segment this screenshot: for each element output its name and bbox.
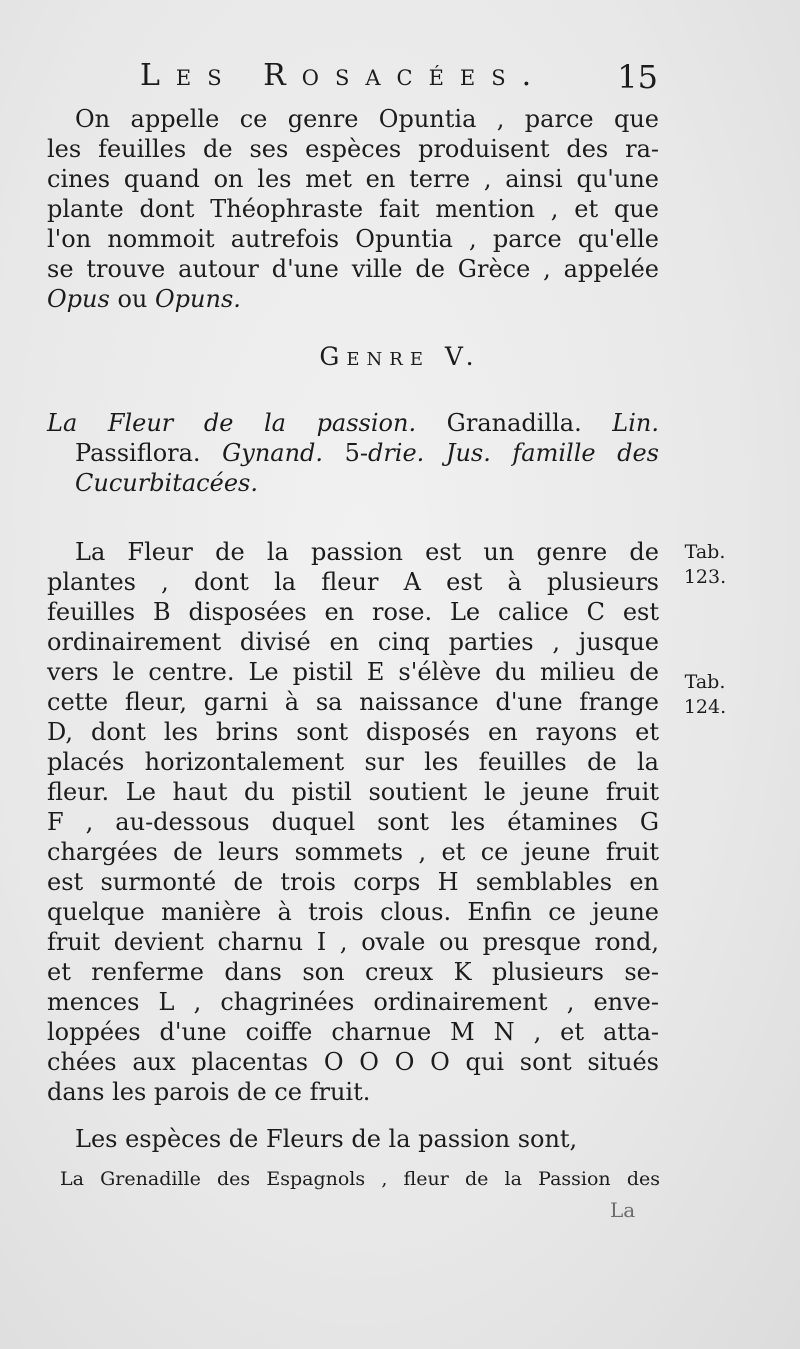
text-line: placés horizontalement sur les feuilles de la bbox=[47, 748, 659, 776]
species-entry-line: La Grenadille des Espagnols , fleur de la Passion des bbox=[60, 1168, 660, 1190]
text-line bbox=[47, 284, 659, 314]
text-line: se trouve autour d'une ville de Grèce , appelée bbox=[47, 255, 659, 283]
italic-text: Cucurbitacées. bbox=[75, 469, 258, 497]
roman-text: Granadilla. bbox=[416, 409, 613, 437]
text-line: cette fleur, garni à sa naissance d'une frange bbox=[47, 688, 659, 716]
text-line: vers le centre. Le pistil E s'élève du milieu de bbox=[47, 658, 659, 686]
text-line: dans les parois de ce fruit. bbox=[47, 1078, 371, 1106]
margin-note-tab-123 bbox=[672, 540, 738, 590]
text-line: les feuilles de ses espèces produisent des ra- bbox=[47, 135, 659, 163]
roman-text: Passiflora. bbox=[75, 439, 223, 467]
text-line: chées aux placentas O O O O qui sont situés bbox=[47, 1048, 659, 1076]
roman-text: 5- bbox=[323, 439, 368, 467]
genre-heading: Genre V. bbox=[319, 342, 481, 371]
italic-text: La Fleur de la passion. bbox=[47, 409, 417, 437]
text-line: l'on nommoit autrefois Opuntia , parce qu'elle bbox=[47, 225, 659, 253]
text-line: On appelle ce genre Opuntia , parce que bbox=[75, 105, 659, 133]
synonymy-line bbox=[47, 438, 659, 468]
margin-note-label: Tab. bbox=[684, 541, 726, 563]
page-header bbox=[130, 58, 670, 98]
text-line: ordinairement divisé en cinq parties , jusque bbox=[47, 628, 659, 656]
text-line: quelque manière à trois clous. Enfin ce jeune bbox=[47, 898, 659, 926]
text-line: F , au-dessous duquel sont les étamines G bbox=[47, 808, 659, 836]
synonymy-line bbox=[47, 468, 659, 498]
text-line: cines quand on les met en terre , ainsi qu'une bbox=[47, 165, 659, 193]
text-line: feuilles B disposées en rose. Le calice C est bbox=[47, 598, 659, 626]
paragraph-passion-flower bbox=[47, 537, 659, 1107]
text-line: est surmonté de trois corps H semblables en bbox=[47, 868, 659, 896]
synonymy-block bbox=[47, 408, 659, 498]
text-line: mences L , chagrinées ordinairement , enve- bbox=[47, 988, 659, 1016]
paragraph-species-intro bbox=[47, 1124, 659, 1154]
text-line: loppées d'une coiffe charnue M N , et atta- bbox=[47, 1018, 659, 1046]
italic-text: Gynand. bbox=[222, 439, 324, 467]
margin-note-label: Tab. bbox=[684, 671, 726, 693]
text-line: La Fleur de la passion est un genre de bbox=[75, 538, 659, 566]
connector-word: ou bbox=[109, 285, 155, 313]
page-number: 15 bbox=[617, 58, 658, 96]
text-line: plantes , dont la fleur A est à plusieurs bbox=[47, 568, 659, 596]
text-line: fruit devient charnu I , ovale ou presque rond, bbox=[47, 928, 659, 956]
text-line: chargées de leurs sommets , et ce jeune fruit bbox=[47, 838, 659, 866]
paragraph-opuntia bbox=[47, 104, 659, 314]
text-line: et renferme dans son creux K plusieurs se- bbox=[47, 958, 659, 986]
margin-note-number: 124. bbox=[683, 696, 727, 718]
italic-text: Lin. bbox=[612, 409, 659, 437]
italic-word: Opus bbox=[47, 285, 110, 313]
text-line: D, dont les brins sont disposés en rayons et bbox=[47, 718, 659, 746]
italic-text: drie. Jus. famille des bbox=[367, 439, 659, 467]
text-line: plante dont Théophraste fait mention , et que bbox=[47, 195, 659, 223]
margin-note-number: 123. bbox=[683, 566, 727, 588]
running-title: Les Rosacées. bbox=[140, 58, 548, 93]
italic-word: Opuns. bbox=[154, 285, 241, 313]
text-line: fleur. Le haut du pistil soutient le jeune fruit bbox=[47, 778, 659, 806]
synonymy-line bbox=[47, 408, 659, 438]
text-line: Les espèces de Fleurs de la passion sont, bbox=[75, 1125, 578, 1153]
catchword: La bbox=[610, 1198, 636, 1222]
margin-note-tab-124 bbox=[672, 670, 738, 720]
